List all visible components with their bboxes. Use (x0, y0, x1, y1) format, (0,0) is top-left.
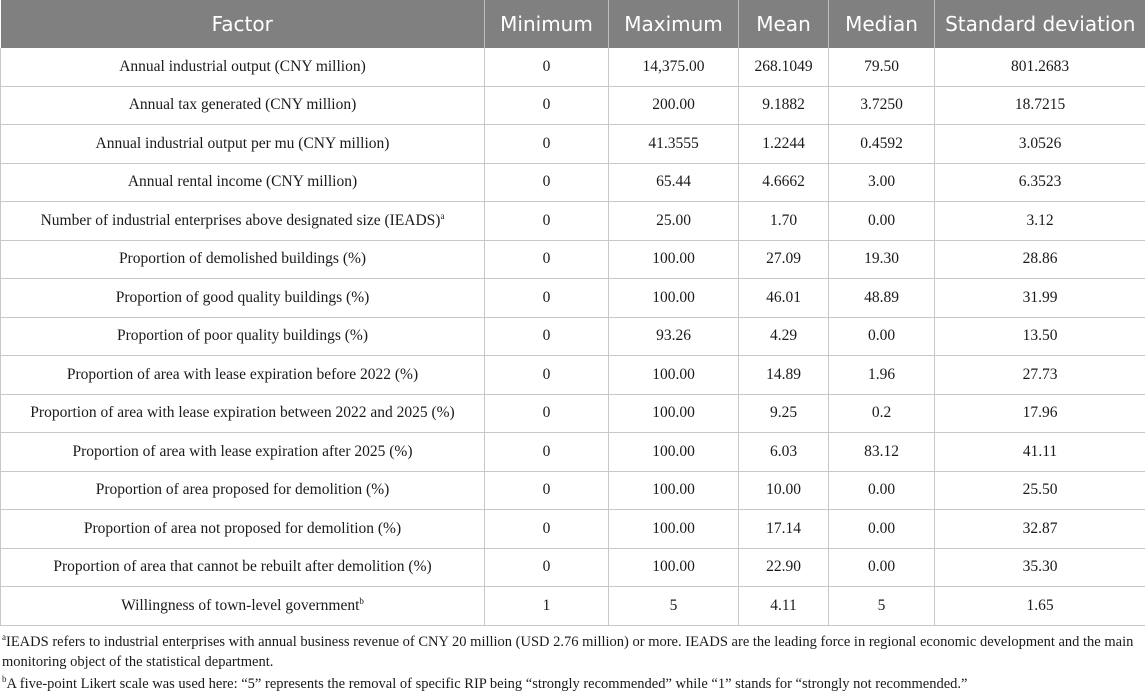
cell-maximum: 100.00 (609, 394, 739, 433)
cell-standard-deviation: 41.11 (935, 433, 1145, 472)
cell-mean: 9.1882 (739, 86, 829, 125)
cell-mean: 46.01 (739, 279, 829, 318)
cell-mean: 4.29 (739, 317, 829, 356)
cell-standard-deviation: 27.73 (935, 356, 1145, 395)
cell-minimum: 0 (485, 86, 609, 125)
cell-mean: 17.14 (739, 510, 829, 549)
cell-factor (1, 48, 485, 86)
factor-label: Proportion of good quality buildings (%) (116, 289, 370, 306)
cell-factor (1, 279, 485, 318)
cell-mean: 4.11 (739, 587, 829, 626)
cell-mean: 9.25 (739, 394, 829, 433)
table-row (1, 163, 1145, 202)
table-row (1, 125, 1145, 164)
table-row (1, 240, 1145, 279)
cell-standard-deviation: 13.50 (935, 317, 1145, 356)
header-median: Median (829, 0, 935, 48)
cell-factor (1, 394, 485, 433)
cell-maximum: 5 (609, 587, 739, 626)
cell-minimum: 0 (485, 356, 609, 395)
cell-mean: 27.09 (739, 240, 829, 279)
table-row (1, 433, 1145, 472)
cell-minimum: 0 (485, 548, 609, 587)
cell-maximum: 100.00 (609, 356, 739, 395)
cell-mean: 14.89 (739, 356, 829, 395)
cell-factor (1, 433, 485, 472)
footnote (2, 632, 1143, 672)
cell-standard-deviation: 32.87 (935, 510, 1145, 549)
cell-mean: 1.70 (739, 202, 829, 241)
header-maximum: Maximum (609, 0, 739, 48)
cell-mean: 6.03 (739, 433, 829, 472)
table-row (1, 510, 1145, 549)
header-factor: Factor (1, 0, 485, 48)
cell-standard-deviation: 25.50 (935, 471, 1145, 510)
cell-median: 5 (829, 587, 935, 626)
footnote-text: IEADS refers to industrial enterprises with annual business revenue of CNY 20 million (USD 2.76 million) or more. IEADS are the leading force in regional economic development and the main monitoring object of the statistical department. (2, 634, 1133, 670)
footnotes (0, 626, 1145, 694)
footnote (2, 674, 1143, 694)
cell-minimum: 0 (485, 279, 609, 318)
footnote-marker: b (359, 596, 364, 606)
cell-standard-deviation: 1.65 (935, 587, 1145, 626)
cell-factor (1, 240, 485, 279)
cell-maximum: 65.44 (609, 163, 739, 202)
cell-mean: 1.2244 (739, 125, 829, 164)
cell-median: 0.00 (829, 471, 935, 510)
factor-label: Annual industrial output per mu (CNY million) (96, 135, 390, 152)
cell-median: 79.50 (829, 48, 935, 86)
cell-minimum: 0 (485, 317, 609, 356)
cell-maximum: 14,375.00 (609, 48, 739, 86)
factor-label: Proportion of area that cannot be rebuilt after demolition (%) (53, 558, 431, 575)
cell-median: 3.7250 (829, 86, 935, 125)
cell-maximum: 100.00 (609, 510, 739, 549)
cell-mean: 4.6662 (739, 163, 829, 202)
cell-maximum: 41.3555 (609, 125, 739, 164)
cell-minimum: 0 (485, 125, 609, 164)
cell-factor (1, 125, 485, 164)
table-row (1, 394, 1145, 433)
cell-factor (1, 163, 485, 202)
cell-minimum: 0 (485, 394, 609, 433)
cell-factor (1, 587, 485, 626)
cell-mean: 10.00 (739, 471, 829, 510)
cell-factor (1, 317, 485, 356)
footnote-marker: b (2, 674, 7, 684)
factor-label: Willingness of town-level government (121, 597, 359, 614)
cell-factor (1, 510, 485, 549)
table-row (1, 471, 1145, 510)
cell-factor (1, 356, 485, 395)
table-row (1, 202, 1145, 241)
cell-maximum: 93.26 (609, 317, 739, 356)
factor-label: Annual rental income (CNY million) (128, 173, 357, 190)
table-row (1, 48, 1145, 86)
factor-label: Proportion of area proposed for demolition (%) (96, 481, 390, 498)
cell-factor (1, 548, 485, 587)
factor-label: Proportion of area not proposed for demolition (%) (84, 520, 401, 537)
cell-minimum: 0 (485, 48, 609, 86)
footnote-marker: a (440, 211, 444, 221)
cell-mean: 268.1049 (739, 48, 829, 86)
factor-label: Proportion of demolished buildings (%) (119, 250, 366, 267)
cell-standard-deviation: 35.30 (935, 548, 1145, 587)
cell-median: 83.12 (829, 433, 935, 472)
header-mean: Mean (739, 0, 829, 48)
cell-minimum: 0 (485, 471, 609, 510)
cell-median: 19.30 (829, 240, 935, 279)
table-body (1, 48, 1145, 625)
cell-median: 0.2 (829, 394, 935, 433)
table-row (1, 317, 1145, 356)
table-header (1, 0, 1145, 48)
footnote-text: A five-point Likert scale was used here: “5” represents the removal of specific RIP being “strongly recommended” while “1” stands for “strongly not recommended.” (7, 676, 968, 692)
cell-minimum: 0 (485, 202, 609, 241)
table-row (1, 356, 1145, 395)
cell-minimum: 0 (485, 510, 609, 549)
cell-median: 0.00 (829, 317, 935, 356)
cell-minimum: 0 (485, 240, 609, 279)
header-row (1, 0, 1145, 48)
cell-minimum: 1 (485, 587, 609, 626)
footnote-marker: a (2, 632, 6, 642)
cell-median: 1.96 (829, 356, 935, 395)
table-row (1, 86, 1145, 125)
cell-maximum: 100.00 (609, 433, 739, 472)
factor-label: Proportion of poor quality buildings (%) (117, 327, 368, 344)
cell-maximum: 25.00 (609, 202, 739, 241)
cell-factor (1, 86, 485, 125)
factor-label: Proportion of area with lease expiration between 2022 and 2025 (%) (30, 404, 454, 421)
cell-standard-deviation: 3.0526 (935, 125, 1145, 164)
factor-label: Number of industrial enterprises above designated size (IEADS) (41, 212, 441, 229)
cell-mean: 22.90 (739, 548, 829, 587)
cell-standard-deviation: 801.2683 (935, 48, 1145, 86)
cell-median: 48.89 (829, 279, 935, 318)
cell-factor (1, 471, 485, 510)
factor-label: Annual industrial output (CNY million) (119, 58, 366, 75)
cell-maximum: 100.00 (609, 471, 739, 510)
factor-label: Proportion of area with lease expiration after 2025 (%) (72, 443, 412, 460)
cell-maximum: 100.00 (609, 548, 739, 587)
cell-standard-deviation: 28.86 (935, 240, 1145, 279)
cell-factor (1, 202, 485, 241)
cell-standard-deviation: 31.99 (935, 279, 1145, 318)
cell-minimum: 0 (485, 163, 609, 202)
factor-label: Annual tax generated (CNY million) (129, 96, 357, 113)
cell-maximum: 100.00 (609, 240, 739, 279)
table-row (1, 279, 1145, 318)
cell-standard-deviation: 17.96 (935, 394, 1145, 433)
table-row (1, 548, 1145, 587)
cell-median: 0.4592 (829, 125, 935, 164)
factor-label: Proportion of area with lease expiration before 2022 (%) (67, 366, 418, 383)
cell-median: 0.00 (829, 510, 935, 549)
header-minimum: Minimum (485, 0, 609, 48)
cell-standard-deviation: 3.12 (935, 202, 1145, 241)
cell-standard-deviation: 18.7215 (935, 86, 1145, 125)
cell-maximum: 100.00 (609, 279, 739, 318)
cell-maximum: 200.00 (609, 86, 739, 125)
table-row (1, 587, 1145, 626)
header-standard-deviation: Standard deviation (935, 0, 1145, 48)
cell-standard-deviation: 6.3523 (935, 163, 1145, 202)
cell-median: 3.00 (829, 163, 935, 202)
cell-minimum: 0 (485, 433, 609, 472)
cell-median: 0.00 (829, 548, 935, 587)
cell-median: 0.00 (829, 202, 935, 241)
